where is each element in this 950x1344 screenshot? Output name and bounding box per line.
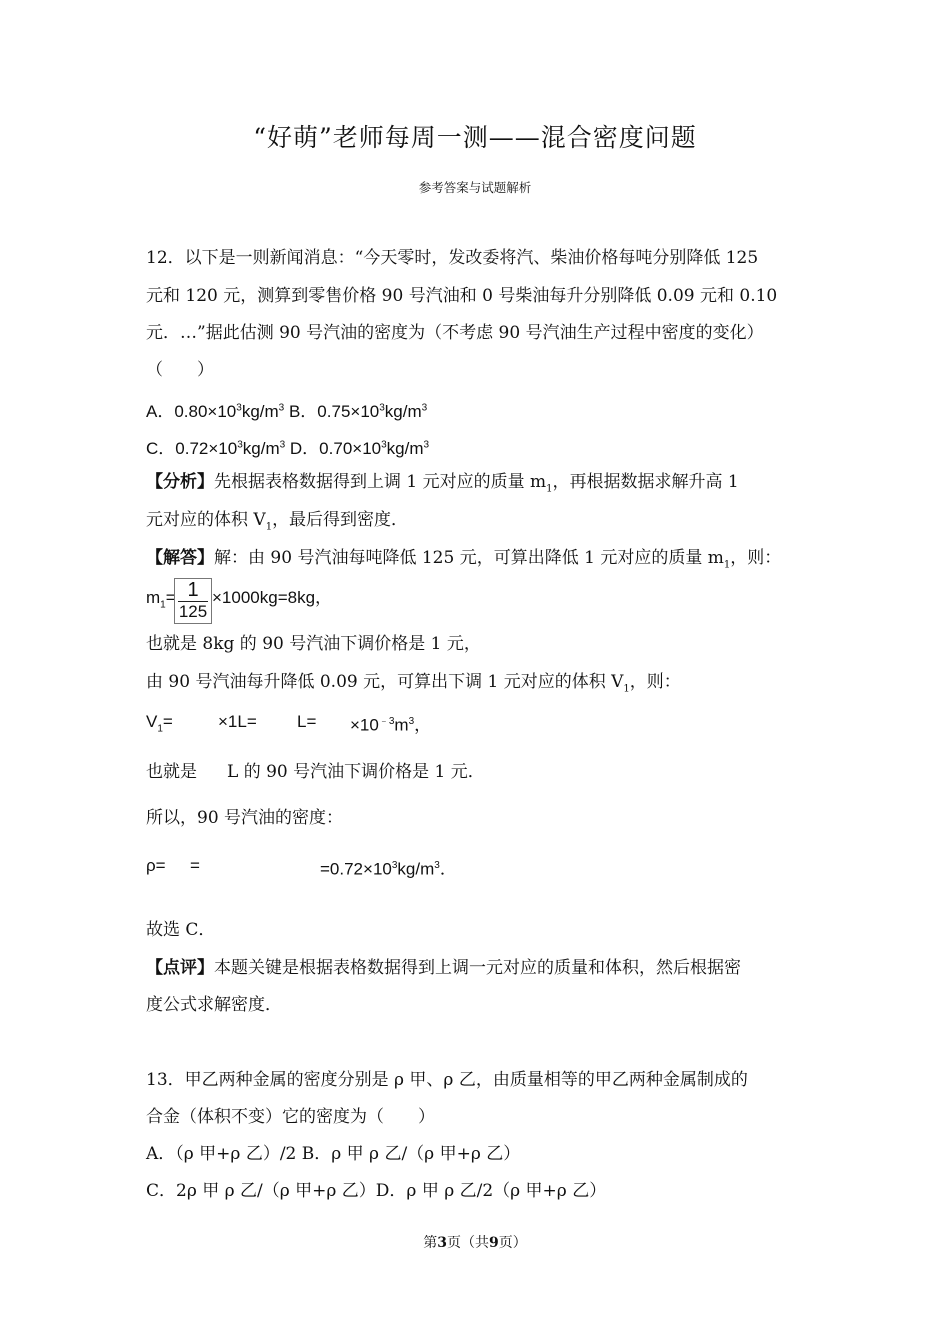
q12-stem-line-4: （ ） [146, 360, 214, 380]
q12-stem-line-3: 元．…”据此估测 90 号汽油的密度为（不考虑 90 号汽油生产过程中密度的变化） [146, 323, 764, 343]
q12-comment-line-2: 度公式求解密度． [146, 995, 282, 1015]
fraction-box [174, 578, 212, 624]
page-footer: 第3页（共9页） [423, 1235, 527, 1251]
q12-stem-line-1: 12．以下是一则新闻消息：“今天零时，发改委将汽、柴油价格每吨分别降低 125 [146, 248, 759, 268]
m1-equation-lhs: $m_1=$ [146, 588, 176, 611]
v1-equation-lhs: $V_1=$ [146, 712, 173, 735]
q12-solution-line-6: 也就是 L 的 90 号汽油下调价格是 1 元． [146, 762, 485, 782]
page-number: 3 [437, 1235, 447, 1251]
q13-stem-line-1: 13．甲乙两种金属的密度分别是 ρ 甲、ρ 乙，由质量相等的甲乙两种金属制成的 [146, 1070, 748, 1090]
q12-option-d: D．$0.70\times 10^3kg/m^3$ [289, 438, 430, 458]
rho-equation-lhs: ρ= [146, 856, 166, 875]
q12-choice: 故选 C． [146, 920, 216, 940]
q12-options-cd [146, 435, 429, 459]
q12-solution-line-7: 所以，90 号汽油的密度： [146, 808, 344, 828]
m1-equation-rhs: ×1000kg=8kg， [212, 588, 333, 607]
q13-options-ab: A．（ρ 甲+ρ 乙）/2 B．ρ 甲 ρ 乙/（ρ 甲+ρ 乙） [146, 1144, 521, 1164]
comment-tag: 【点评】 [146, 958, 214, 978]
rho-equation-eq: = [190, 856, 200, 875]
q12-analysis-line-2: 元对应的体积 $V_1$，最后得到密度． [146, 510, 409, 533]
q12-option-a: A．$0.80\times 10^3kg/m^3$ [146, 401, 285, 421]
v1-equation-part-3: L= [297, 712, 317, 731]
rho-equation-result: $=0.72\times 10^3kg/m^3$． [320, 859, 457, 879]
q12-option-b: B．$0.75\times 10^3kg/m^3$ [288, 401, 428, 421]
fraction-denominator: 125 [178, 602, 208, 621]
q12-options-ab [146, 398, 427, 422]
page-total: 9 [489, 1235, 499, 1251]
page-title: “好萌”老师每周一测——混合密度问题 [253, 123, 697, 152]
q12-solution-line-3: 也就是 8kg 的 90 号汽油下调价格是 1 元， [146, 634, 481, 654]
q12-solution-line-4: 由 90 号汽油每升降低 0.09 元，可算出下调 1 元对应的体积 $V_1$，则： [146, 672, 681, 695]
q12-analysis-line-1: 【分析】先根据表格数据得到上调 1 元对应的质量 $m_1$，再根据数据求解升高 1 [146, 472, 739, 495]
q13-options-cd: C．2ρ 甲 ρ 乙/（ρ 甲+ρ 乙）D．ρ 甲 ρ 乙/2（ρ 甲+ρ 乙） [146, 1181, 607, 1201]
q12-solution-line-1: 【解答】解：由 90 号汽油每吨降低 125 元，可算出降低 1 元对应的质量 $m_1$，则： [146, 548, 782, 571]
analysis-tag: 【分析】 [146, 472, 214, 492]
page-subtitle: 参考答案与试题解析 [418, 180, 532, 195]
q13-stem-line-2: 合金（体积不变）它的密度为（ ） [146, 1107, 435, 1127]
q12-comment-line-1: 【点评】本题关键是根据表格数据得到上调一元对应的质量和体积，然后根据密 [146, 958, 741, 978]
v1-equation-part-4: $\times 10^{﹣3}m^3$， [350, 715, 432, 735]
solution-tag: 【解答】 [146, 548, 214, 568]
v1-equation-part-2: ×1L= [218, 712, 257, 731]
q12-stem-line-2: 元和 120 元，测算到零售价格 90 号汽油和 0 号柴油每升分别降低 0.09 元和 0.10 [146, 286, 778, 306]
q12-option-c: C．$0.72\times 10^3kg/m^3$ [146, 438, 286, 458]
fraction-numerator: 1 [187, 579, 199, 601]
